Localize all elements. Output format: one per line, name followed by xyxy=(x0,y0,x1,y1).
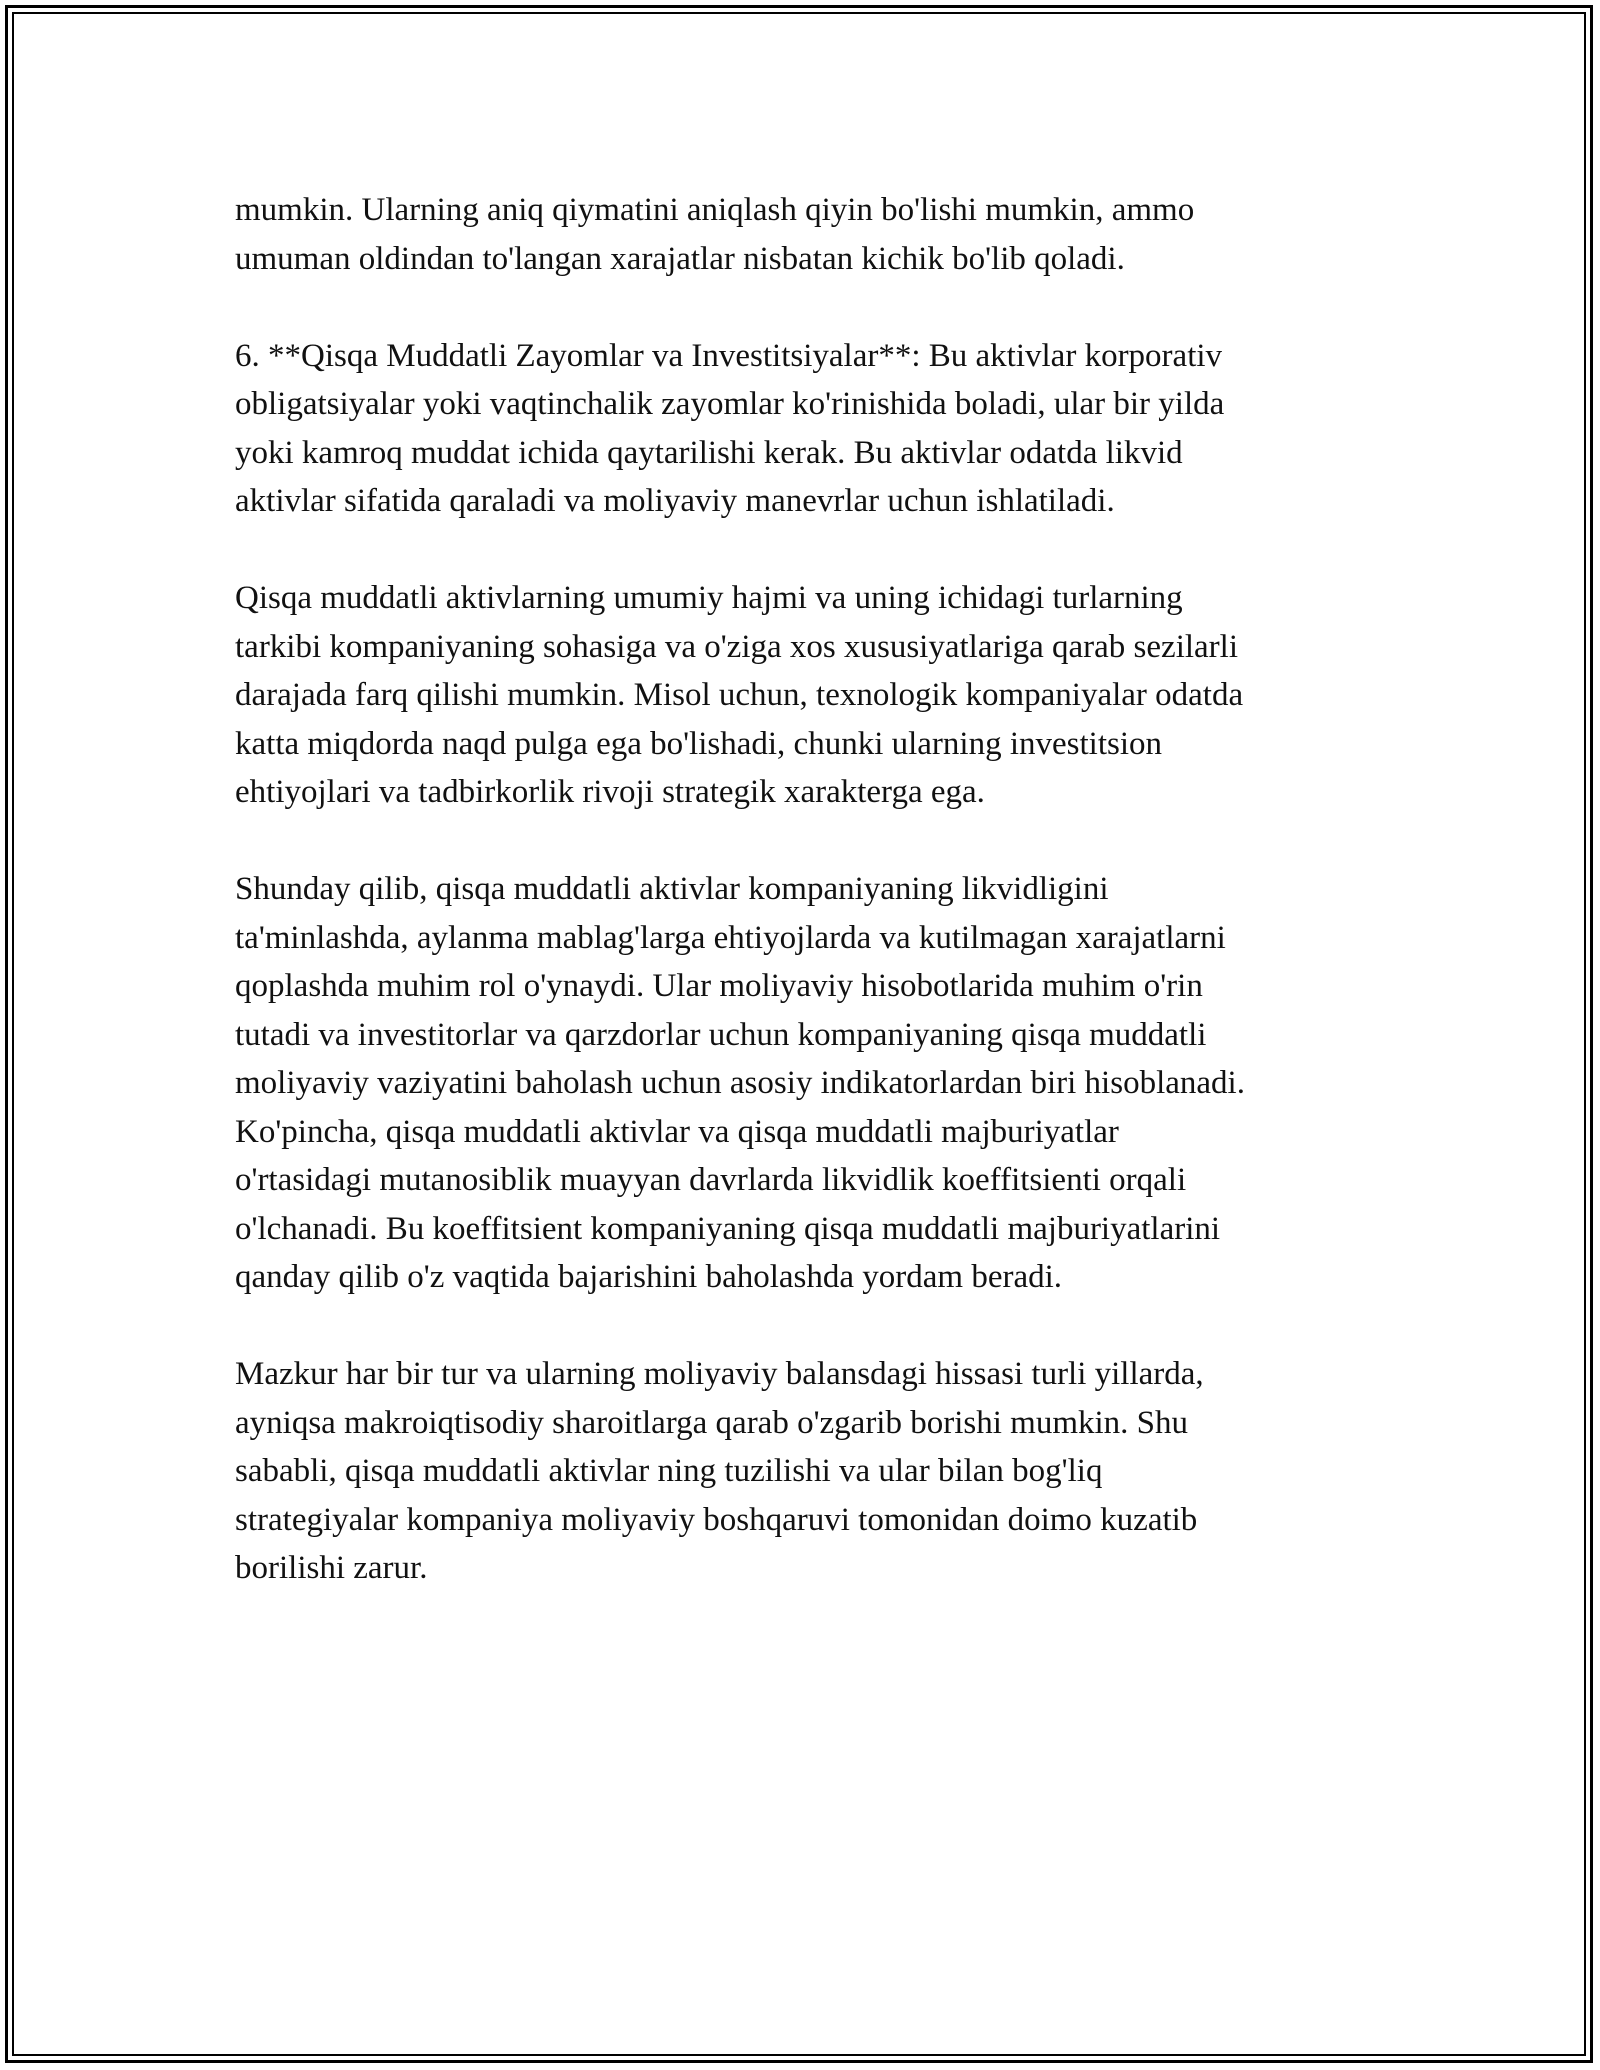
text-line: Mazkur har bir tur va ularning moliyaviy balansdagi hissasi turli yillarda, xyxy=(235,1356,1204,1392)
paragraph-1 xyxy=(235,186,1375,283)
text-line: strategiyalar kompaniya moliyaviy boshqaruvi tomonidan doimo kuzatib xyxy=(235,1501,1198,1538)
text-line: borilishi zarur. xyxy=(235,1550,428,1586)
text-line: qoplashda muhim rol o'ynaydi. Ular moliyaviy hisobotlarida muhim o'rin xyxy=(235,968,1203,1004)
text-line: umuman oldindan to'langan xarajatlar nisbatan kichik bo'lib qoladi. xyxy=(235,240,1125,277)
text-line: yoki kamroq muddat ichida qaytarilishi kerak. Bu aktivlar odatda likvid xyxy=(235,434,1183,471)
text-line: aktivlar sifatida qaraladi va moliyaviy manevrlar uchun ishlatiladi. xyxy=(235,483,1115,519)
paragraph-2 xyxy=(235,332,1375,526)
text-line: katta miqdorda naqd pulga ega bo'lishadi, chunki ularning investitsion xyxy=(235,725,1163,762)
text-line: ta'minlashda, aylanma mablag'larga ehtiyojlarda va kutilmagan xarajatlarni xyxy=(235,919,1226,956)
text-line: Shunday qilib, qisqa muddatli aktivlar kompaniyaning likvidligini xyxy=(235,871,1109,907)
paragraph-4 xyxy=(235,865,1375,1302)
text-line: Qisqa muddatli aktivlarning umumiy hajmi va uning ichidagi turlarning xyxy=(235,580,1183,616)
text-line: 6. **Qisqa Muddatli Zayomlar va Investitsiyalar**: Bu aktivlar korporativ xyxy=(235,337,1223,374)
paragraph-5 xyxy=(235,1350,1375,1593)
paragraph-3 xyxy=(235,574,1375,817)
text-line: o'rtasidagi mutanosiblik muayyan davrlarda likvidlik koeffitsienti orqali xyxy=(235,1162,1187,1198)
text-line: ayniqsa makroiqtisodiy sharoitlarga qarab o'zgarib borishi mumkin. Shu xyxy=(235,1404,1189,1441)
text-line: o'lchanadi. Bu koeffitsient kompaniyaning qisqa muddatli majburiyatlarini xyxy=(235,1210,1221,1247)
text-line: darajada farq qilishi mumkin. Misol uchun, texnologik kompaniyalar odatda xyxy=(235,677,1244,713)
text-line: moliyaviy vaziyatini baholash uchun asosiy indikatorlardan biri hisoblanadi. xyxy=(235,1065,1245,1101)
text-line: sababli, qisqa muddatli aktivlar ning tuzilishi va ular bilan bog'liq xyxy=(235,1453,1103,1489)
document-body xyxy=(235,186,1375,1641)
text-line: mumkin. Ularning aniq qiymatini aniqlash qiyin bo'lishi mumkin, ammo xyxy=(235,192,1195,228)
text-line: qanday qilib o'z vaqtida bajarishini baholashda yordam beradi. xyxy=(235,1259,1063,1295)
text-line: tarkibi kompaniyaning sohasiga va o'ziga xos xususiyatlariga qarab sezilarli xyxy=(235,628,1239,665)
text-line: Ko'pincha, qisqa muddatli aktivlar va qisqa muddatli majburiyatlar xyxy=(235,1113,1119,1150)
text-line: tutadi va investitorlar va qarzdorlar uchun kompaniyaning qisqa muddatli xyxy=(235,1016,1207,1053)
text-line: ehtiyojlari va tadbirkorlik rivoji strategik xarakterga ega. xyxy=(235,774,985,810)
text-line: obligatsiyalar yoki vaqtinchalik zayomlar ko'rinishida boladi, ular bir yilda xyxy=(235,386,1225,422)
